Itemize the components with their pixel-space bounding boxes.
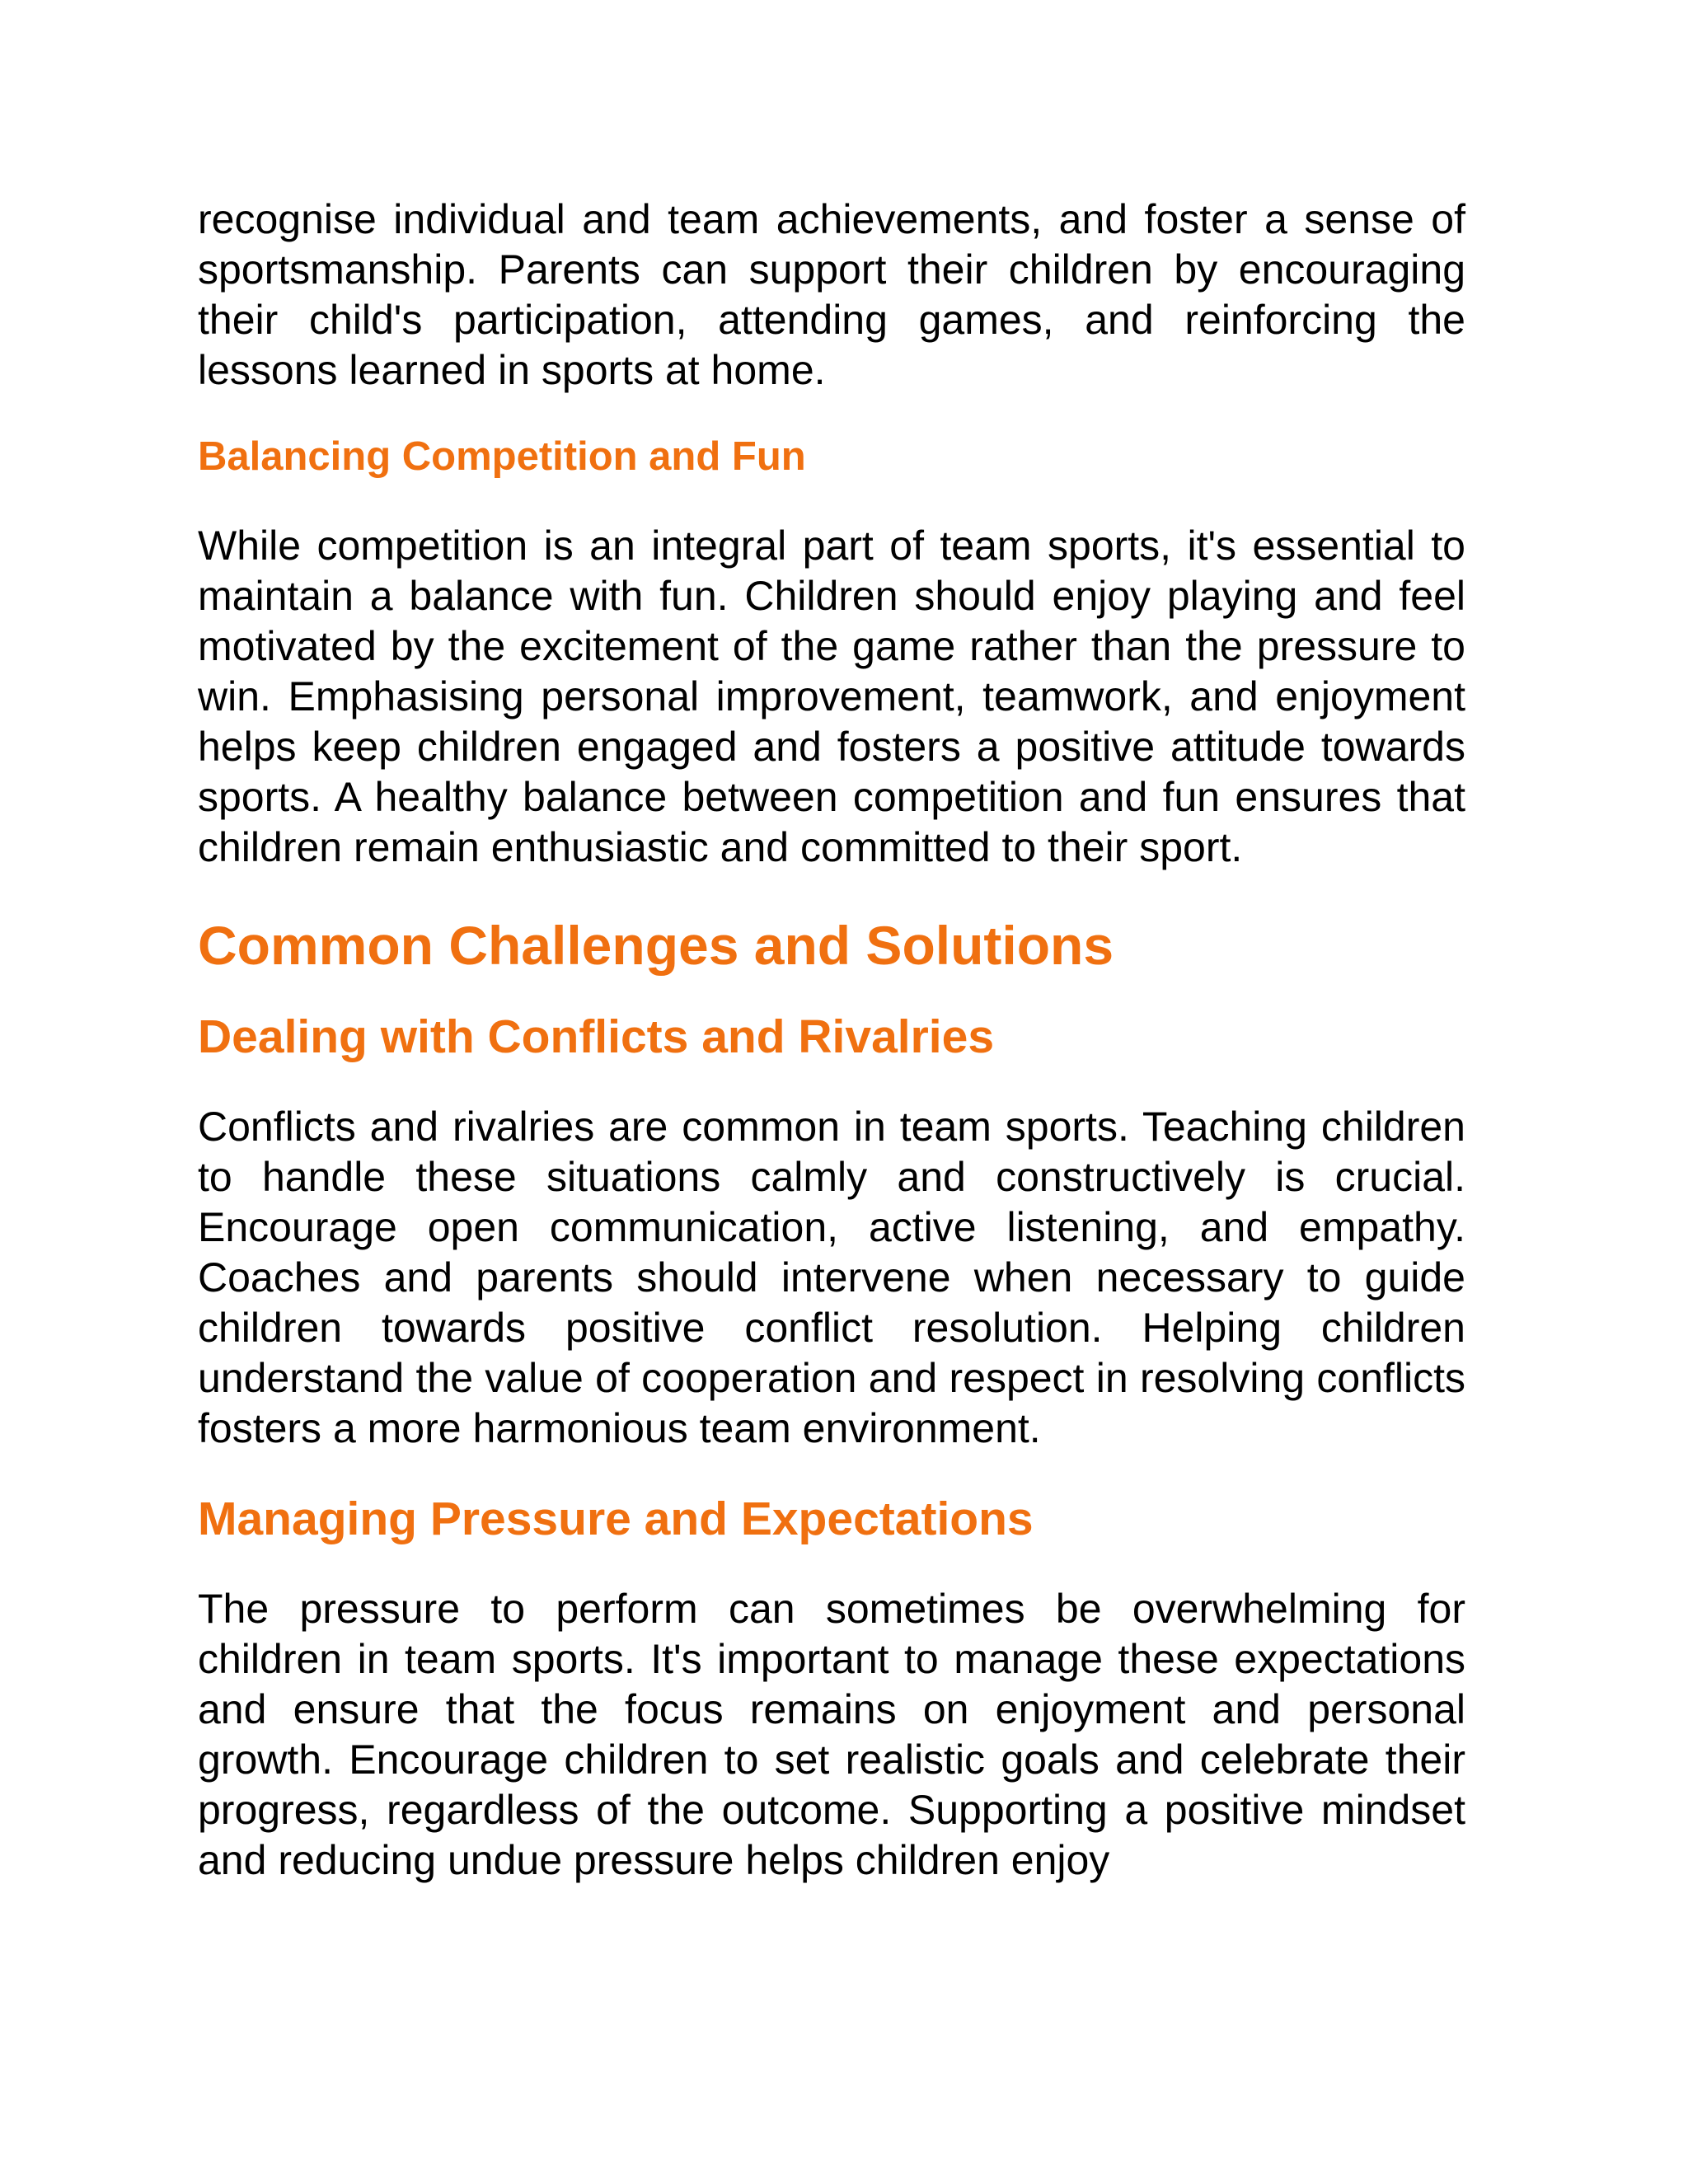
heading-common-challenges: Common Challenges and Solutions [198, 915, 1114, 976]
document-page [198, 194, 1465, 1886]
heading-balancing-competition: Balancing Competition and Fun [198, 434, 806, 479]
heading-managing-pressure: Managing Pressure and Expectations [198, 1493, 1034, 1545]
heading-dealing-with-conflicts: Dealing with Conflicts and Rivalries [198, 1010, 995, 1063]
paragraph-pressure: The pressure to perform can sometimes be overwhelming for children in team sports. It's important to manage these expectations and ensure that the focus remains on enjoyment and personal growth. Encourage children to set realistic goals and celebrate their progress, regardless of the outcome. Supporting a positive mindset and reducing undue pressure helps children enjoy [198, 1586, 1465, 1883]
paragraph-intro-continuation: recognise individual and team achievements, and foster a sense of sportsmanship. Parents can support their children by encouraging their child's participation, attending games, and reinforcing the lessons learned in sports at home. [198, 196, 1465, 393]
paragraph-balancing: While competition is an integral part of team sports, it's essential to maintain a balance with fun. Children should enjoy playing and feel motivated by the excitement of the game rather than the pressure to win. Emphasising personal improvement, teamwork, and enjoyment helps keep children engaged and fosters a positive attitude towards sports. A healthy balance between competition and fun ensures that children remain enthusiastic and committed to their sport. [198, 523, 1465, 870]
paragraph-conflicts: Conflicts and rivalries are common in team sports. Teaching children to handle these situations calmly and constructively is crucial. Encourage open communication, active listening, and empathy. Coaches and parents should intervene when necessary to guide children towards positive conflict resolution. Helping children understand the value of cooperation and respect in resolving conflicts fosters a more harmonious team environment. [198, 1104, 1465, 1451]
